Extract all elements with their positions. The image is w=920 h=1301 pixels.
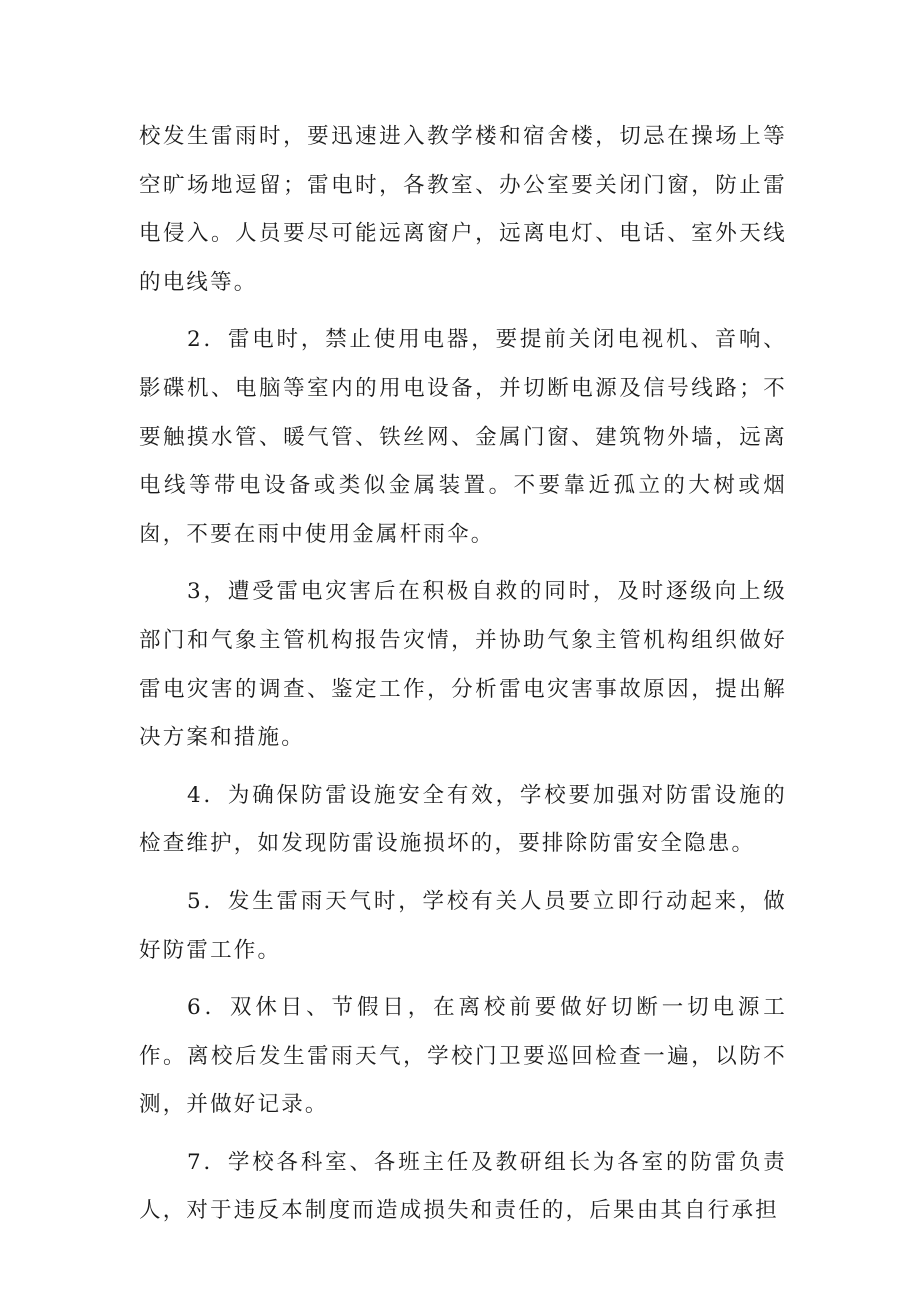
paragraph-item-7: 7．学校各科室、各班主任及教研组长为各室的防雷负责人，对于违反本制度而造成损失和责任的，后果由其自行承担	[139, 1149, 787, 1224]
paragraph-item-2: 2．雷电时，禁止使用电器，要提前关闭电视机、音响、影碟机、电脑等室内的用电设备，并切断电源及信号线路；不要触摸水管、暖气管、铁丝网、金属门窗、建筑物外墙，远离电线等带电设备或类似金属装置。不要靠近孤立的大树或烟囱，不要在雨中使用金属杆雨伞。	[139, 327, 787, 547]
paragraph-item-4: 4．为确保防雷设施安全有效，学校要加强对防雷设施的检查维护，如发现防雷设施损坏的，要排除防雷安全隐患。	[139, 782, 787, 857]
document-body	[139, 113, 787, 1245]
paragraph-item-5: 5．发生雷雨天气时，学校有关人员要立即行动起来，做好防雷工作。	[139, 888, 787, 963]
paragraph-item-3: 3，遭受雷电灾害后在积极自救的同时，及时逐级向上级部门和气象主管机构报告灾情，并协助气象主管机构组织做好雷电灾害的调查、鉴定工作，分析雷电灾害事故原因，提出解决方案和措施。	[139, 579, 787, 751]
paragraph-continuation: 校发生雷雨时，要迅速进入教学楼和宿舍楼，切忌在操场上等空旷场地逗留；雷电时，各教室、办公室要关闭门窗，防止雷电侵入。人员要尽可能远离窗户，远离电灯、电话、室外天线的电线等。	[139, 124, 787, 295]
paragraph-item-6: 6．双休日、节假日，在离校前要做好切断一切电源工作。离校后发生雷雨天气，学校门卫要巡回检查一遍，以防不测，并做好记录。	[139, 995, 787, 1118]
